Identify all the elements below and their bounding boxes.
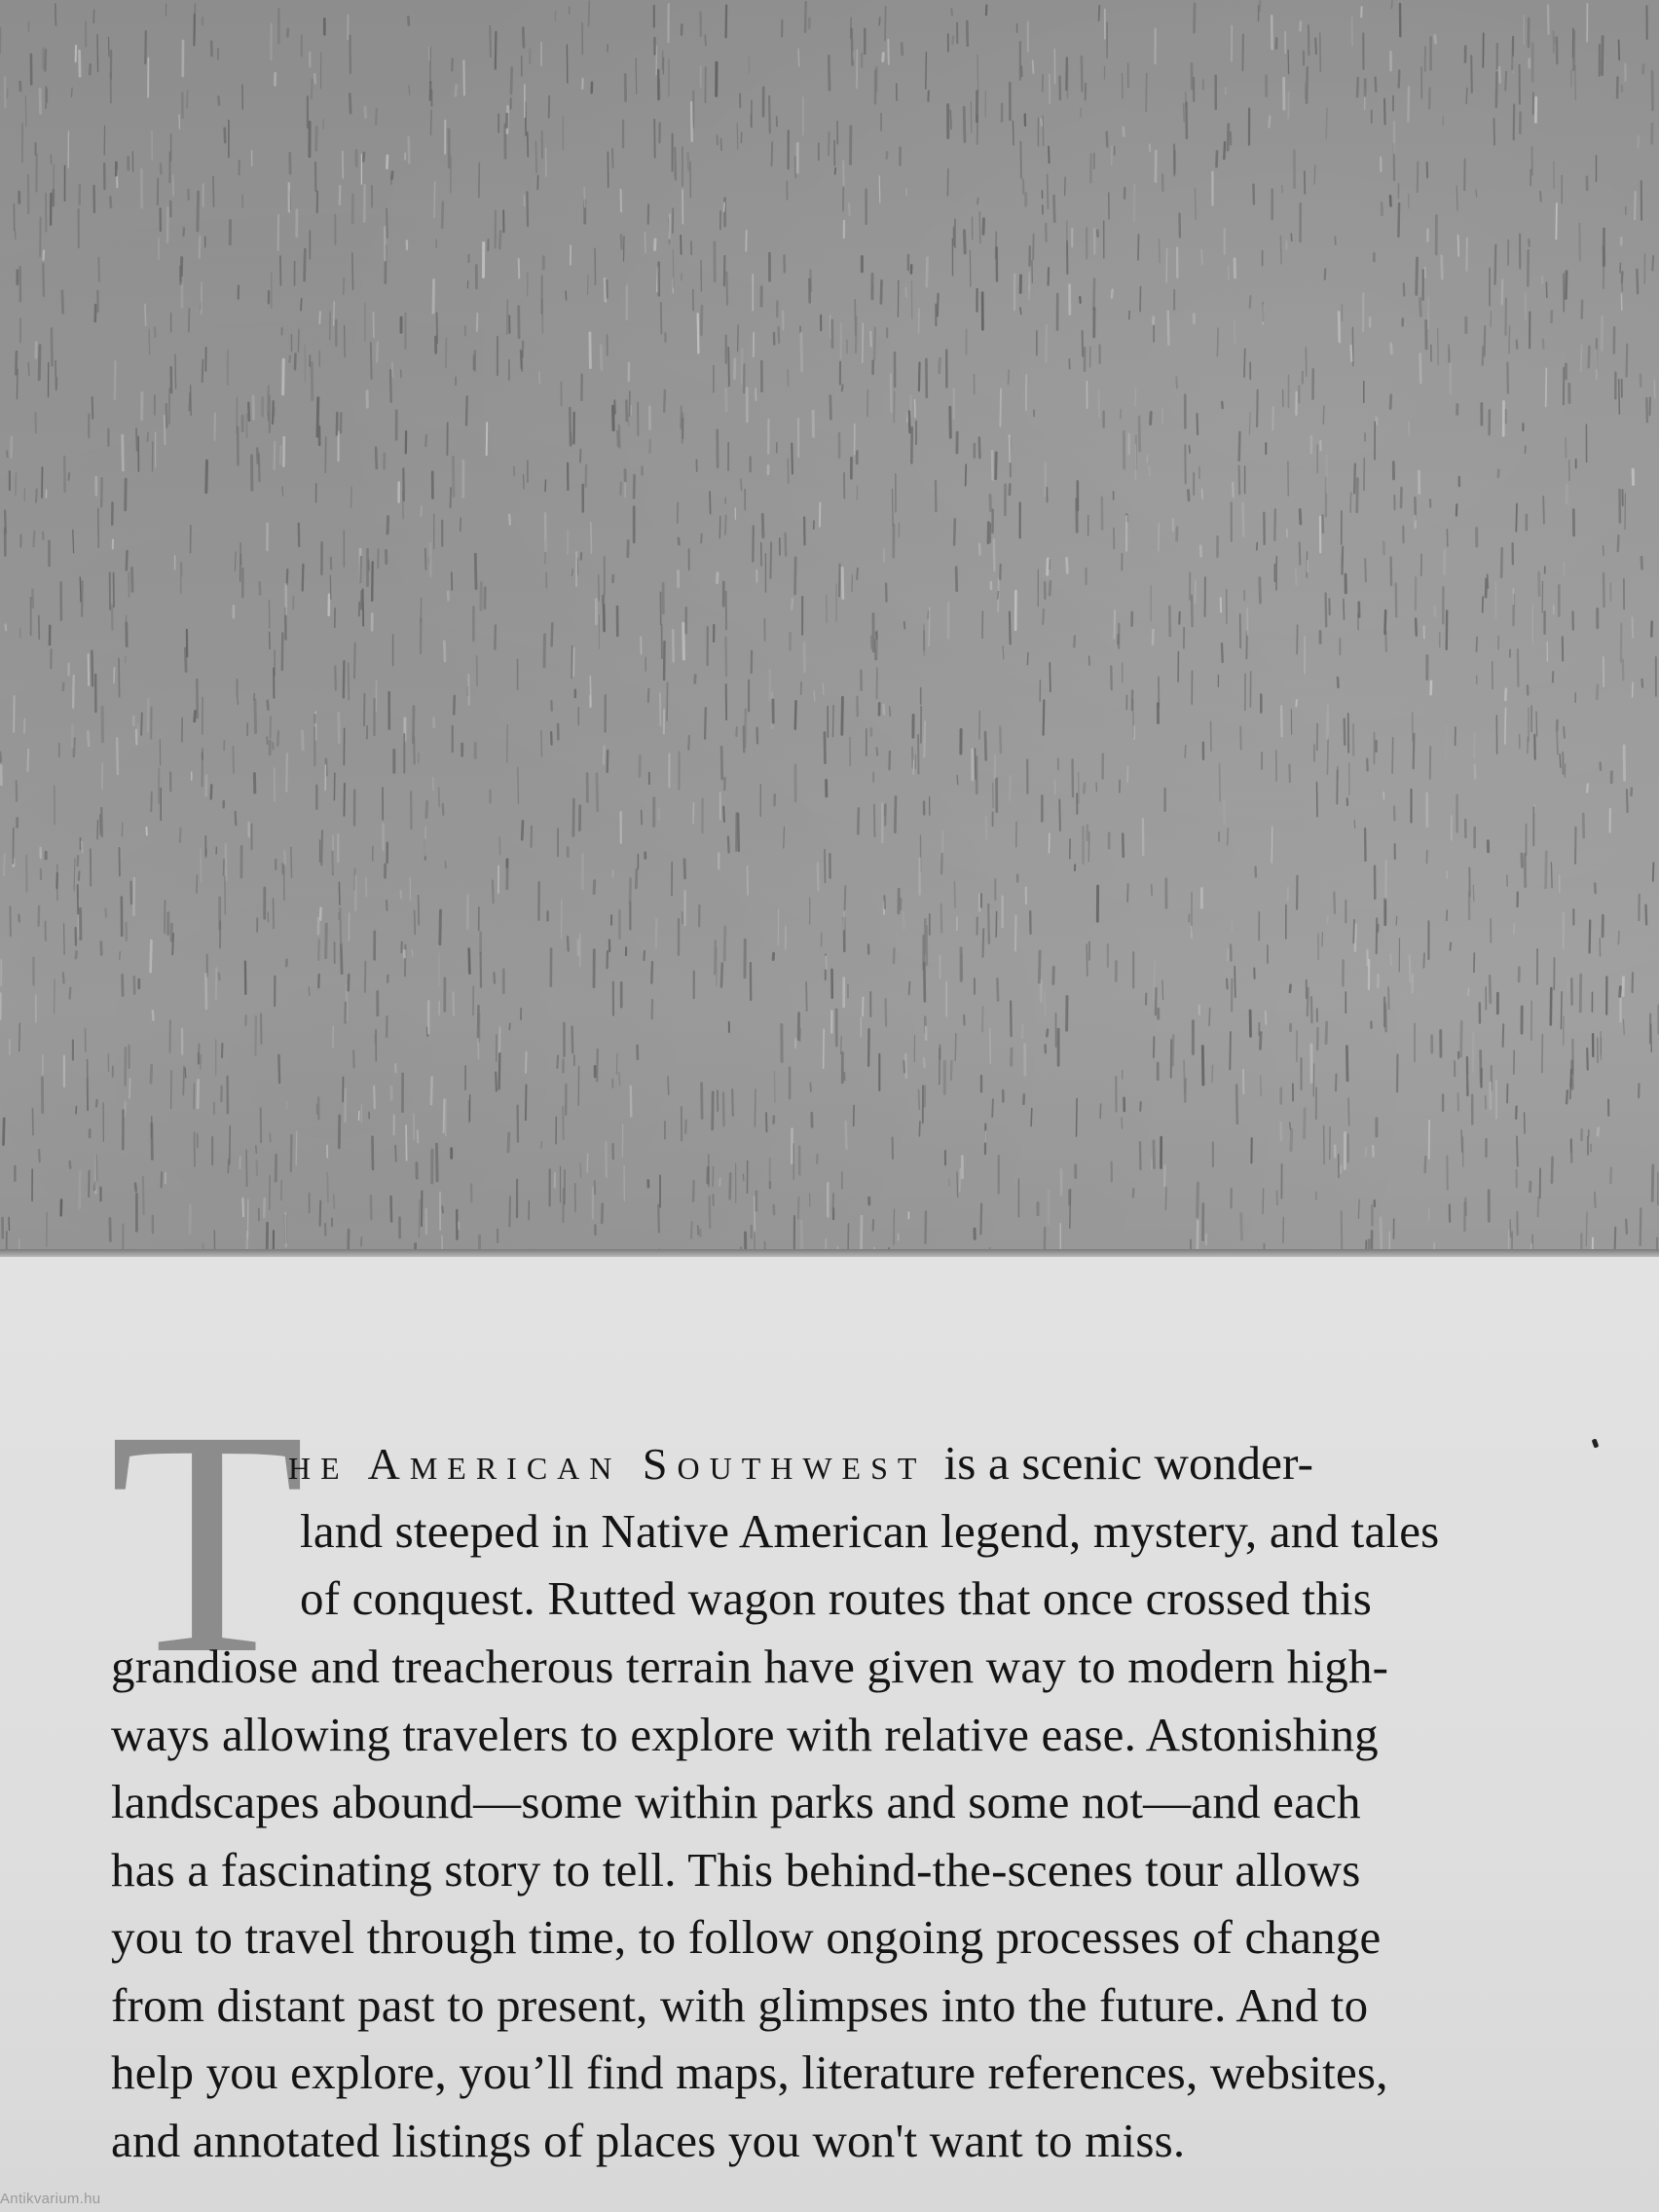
intro-line-9: from distant past to present, with glimpses into the future. And to — [111, 1978, 1369, 2032]
intro-line-1-rest: is a scenic wonder- — [943, 1436, 1314, 1490]
intro-line-2: land steeped in Native American legend, mystery, and tales — [300, 1504, 1440, 1558]
intro-line-3: of conquest. Rutted wagon routes that once crossed this — [300, 1571, 1373, 1625]
intro-line-4: grandiose and treacherous terrain have given way to modern high- — [111, 1640, 1389, 1693]
intro-line-8: you to travel through time, to follow ongoing processes of change — [111, 1910, 1382, 1964]
panel-edge-shadow — [0, 1249, 1659, 1257]
intro-line-10: help you explore, you’ll find maps, literature references, websites, — [111, 2046, 1388, 2099]
intro-line-5: ways allowing travelers to explore with relative ease. Astonishing — [111, 1708, 1379, 1761]
intro-line-1 — [288, 1436, 1313, 1492]
intro-line-6: landscapes abound—some within parks and some not—and each — [111, 1775, 1361, 1828]
intro-smallcaps-lead: he American Southwest — [288, 1439, 927, 1489]
watermark-text: Antikvarium.hu — [0, 2191, 101, 2207]
intro-line-7: has a fascinating story to tell. This behind-the-scenes tour allows — [111, 1843, 1361, 1897]
drop-cap-letter: T — [109, 1365, 306, 1720]
intro-line-11: and annotated listings of places you won't want to miss. — [111, 2114, 1186, 2167]
